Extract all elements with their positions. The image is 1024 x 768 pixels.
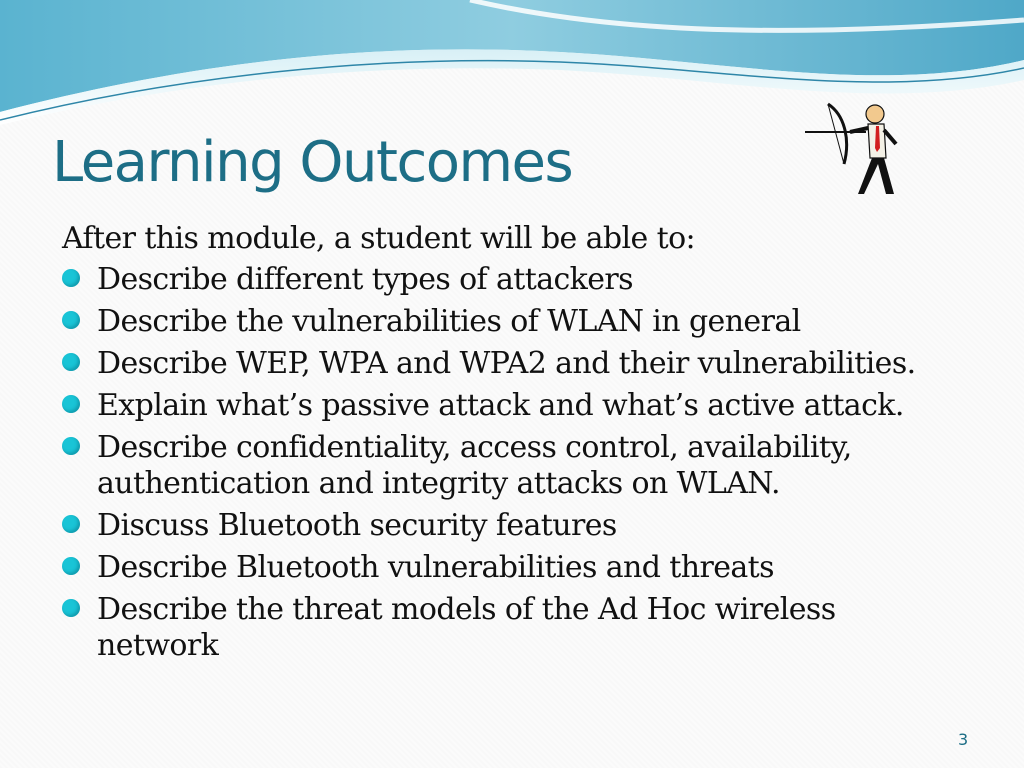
list-item (56, 304, 956, 340)
list-item-text: Discuss Bluetooth security features (97, 508, 617, 543)
learning-outcomes-list (56, 262, 956, 670)
intro-text: After this module, a student will be able to: (62, 221, 696, 256)
list-item-text: Describe WEP, WPA and WPA2 and their vulnerabilities. (97, 346, 916, 381)
list-item (56, 262, 956, 298)
list-item-text: Describe confidentiality, access control, availability, authentication and integrity attacks on WLAN. (97, 430, 852, 501)
list-item (56, 430, 956, 502)
bullet-icon (62, 395, 80, 413)
bullet-icon (62, 311, 80, 329)
bullet-icon (62, 557, 80, 575)
list-item-text: Explain what’s passive attack and what’s active attack. (97, 388, 904, 423)
bullet-icon (62, 437, 80, 455)
bullet-icon (62, 515, 80, 533)
list-item-text: Describe the vulnerabilities of WLAN in general (97, 304, 801, 339)
list-item (56, 508, 956, 544)
list-item-text: Describe the threat models of the Ad Hoc wireless network (97, 592, 836, 663)
list-item (56, 550, 956, 586)
bullet-icon (62, 269, 80, 287)
page-title: Learning Outcomes (52, 130, 573, 195)
bullet-icon (62, 599, 80, 617)
page-number: 3 (958, 730, 969, 749)
bullet-icon (62, 353, 80, 371)
list-item-text: Describe different types of attackers (97, 262, 633, 297)
list-item (56, 346, 956, 382)
list-item (56, 388, 956, 424)
list-item (56, 592, 956, 664)
archer-icon (800, 98, 920, 198)
list-item-text: Describe Bluetooth vulnerabilities and threats (97, 550, 774, 585)
